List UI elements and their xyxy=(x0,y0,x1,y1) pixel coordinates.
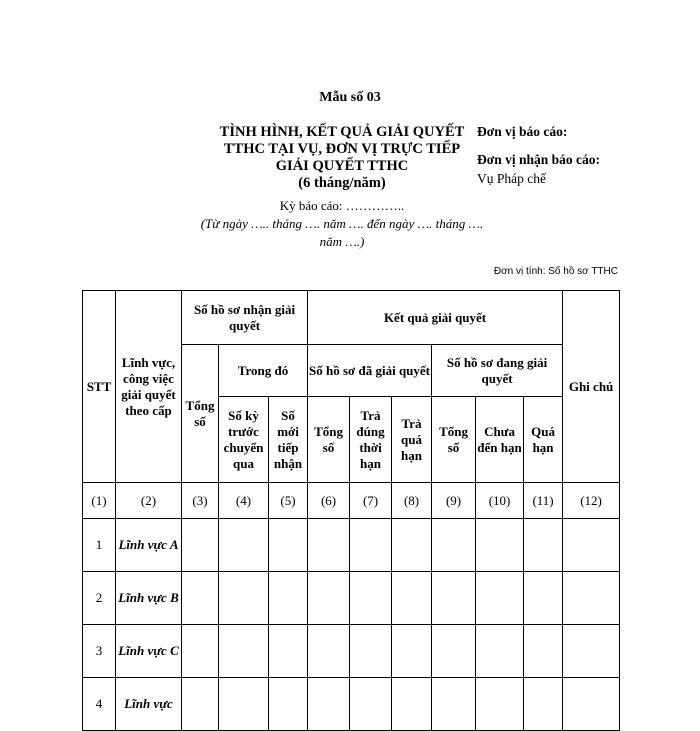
cell xyxy=(308,625,350,678)
cell xyxy=(392,678,432,731)
period-range: (Từ ngày ….. tháng …. năm …. đến ngày …. tháng …. năm ….) xyxy=(200,216,484,249)
reporting-unit-label: Đơn vị báo cáo: xyxy=(477,124,568,139)
cell xyxy=(476,678,524,731)
cell xyxy=(182,678,219,731)
cell xyxy=(269,572,308,625)
header-received: Số hồ sơ nhận giải quyết xyxy=(182,291,308,345)
header-resolved: Số hồ sơ đã giải quyết xyxy=(308,345,432,397)
cell xyxy=(182,519,219,572)
reporting-period xyxy=(200,197,484,251)
cell xyxy=(524,678,563,731)
title-line-3: GIẢI QUYẾT TTHC xyxy=(275,158,409,174)
header-stt: STT xyxy=(83,291,116,483)
row-stt: 3 xyxy=(83,625,116,678)
cell xyxy=(269,625,308,678)
column-number: (8) xyxy=(392,483,432,519)
cell xyxy=(524,625,563,678)
cell xyxy=(182,572,219,625)
header-pending-total: Tổng số xyxy=(432,397,476,483)
column-number: (4) xyxy=(219,483,269,519)
header-row-1 xyxy=(83,291,620,345)
cell xyxy=(524,572,563,625)
cell xyxy=(219,678,269,731)
table-row xyxy=(83,519,620,572)
table-row xyxy=(83,678,620,731)
cell xyxy=(269,678,308,731)
report-title xyxy=(208,124,476,192)
header-pending: Số hồ sơ đang giải quyết xyxy=(432,345,563,397)
cell xyxy=(432,572,476,625)
row-stt: 1 xyxy=(83,519,116,572)
cell xyxy=(563,678,620,731)
receiving-unit-label: Đơn vị nhận báo cáo: xyxy=(477,152,601,167)
column-number: (10) xyxy=(476,483,524,519)
cell xyxy=(350,625,392,678)
report-table xyxy=(82,290,620,731)
column-number: (1) xyxy=(83,483,116,519)
column-number: (2) xyxy=(116,483,182,519)
title-period-type: (6 tháng/năm) xyxy=(298,175,386,191)
cell xyxy=(432,625,476,678)
cell xyxy=(219,519,269,572)
header-results: Kết quả giải quyết xyxy=(308,291,563,345)
cell xyxy=(432,678,476,731)
cell xyxy=(350,519,392,572)
table-row xyxy=(83,572,620,625)
form-number: Mẫu số 03 xyxy=(319,90,381,105)
table-row xyxy=(83,625,620,678)
cell xyxy=(182,625,219,678)
cell xyxy=(308,572,350,625)
cell xyxy=(392,572,432,625)
cell xyxy=(563,519,620,572)
receiving-unit-value: Vụ Pháp chế xyxy=(477,171,546,186)
cell xyxy=(350,678,392,731)
header-past-due: Quá hạn xyxy=(524,397,563,483)
column-number: (9) xyxy=(432,483,476,519)
header-total-received: Tổng số xyxy=(182,345,219,483)
column-number: (6) xyxy=(308,483,350,519)
header-not-due: Chưa đến hạn xyxy=(476,397,524,483)
header-field: Lĩnh vực, công việc giải quyết theo cấp xyxy=(116,291,182,483)
header-resolved-total: Tổng số xyxy=(308,397,350,483)
column-number: (3) xyxy=(182,483,219,519)
cell xyxy=(308,519,350,572)
row-field: Lĩnh vực A xyxy=(116,519,182,572)
row-field: Lĩnh vực xyxy=(116,678,182,731)
cell xyxy=(219,625,269,678)
cell xyxy=(392,519,432,572)
row-field: Lĩnh vực C xyxy=(116,625,182,678)
cell xyxy=(476,572,524,625)
column-number-row xyxy=(83,483,620,519)
cell xyxy=(308,678,350,731)
column-number: (7) xyxy=(350,483,392,519)
column-number: (12) xyxy=(563,483,620,519)
header-newly-received: Số mới tiếp nhận xyxy=(269,397,308,483)
cell xyxy=(219,572,269,625)
row-stt: 2 xyxy=(83,572,116,625)
cell xyxy=(476,519,524,572)
title-line-1: TÌNH HÌNH, KẾT QUẢ GIẢI QUYẾT xyxy=(219,124,465,140)
cell xyxy=(392,625,432,678)
row-field: Lĩnh vực B xyxy=(116,572,182,625)
cell xyxy=(476,625,524,678)
column-number: (11) xyxy=(524,483,563,519)
period-label: Kỳ báo cáo: ………….. xyxy=(279,198,405,213)
header-overdue: Trả quá hạn xyxy=(392,397,432,483)
header-carried-over: Số kỳ trước chuyển qua xyxy=(219,397,269,483)
column-number: (5) xyxy=(269,483,308,519)
cell xyxy=(563,572,620,625)
cell xyxy=(269,519,308,572)
cell xyxy=(432,519,476,572)
header-of-which: Trong đó xyxy=(219,345,308,397)
cell xyxy=(524,519,563,572)
cell xyxy=(563,625,620,678)
row-stt: 4 xyxy=(83,678,116,731)
cell xyxy=(350,572,392,625)
unit-note: Đơn vị tính: Số hồ sơ TTHC xyxy=(493,266,618,277)
header-note: Ghi chú xyxy=(563,291,620,483)
title-line-2: TTHC TẠI VỤ, ĐƠN VỊ TRỰC TIẾP xyxy=(223,141,461,157)
header-on-time: Trả đúng thời hạn xyxy=(350,397,392,483)
